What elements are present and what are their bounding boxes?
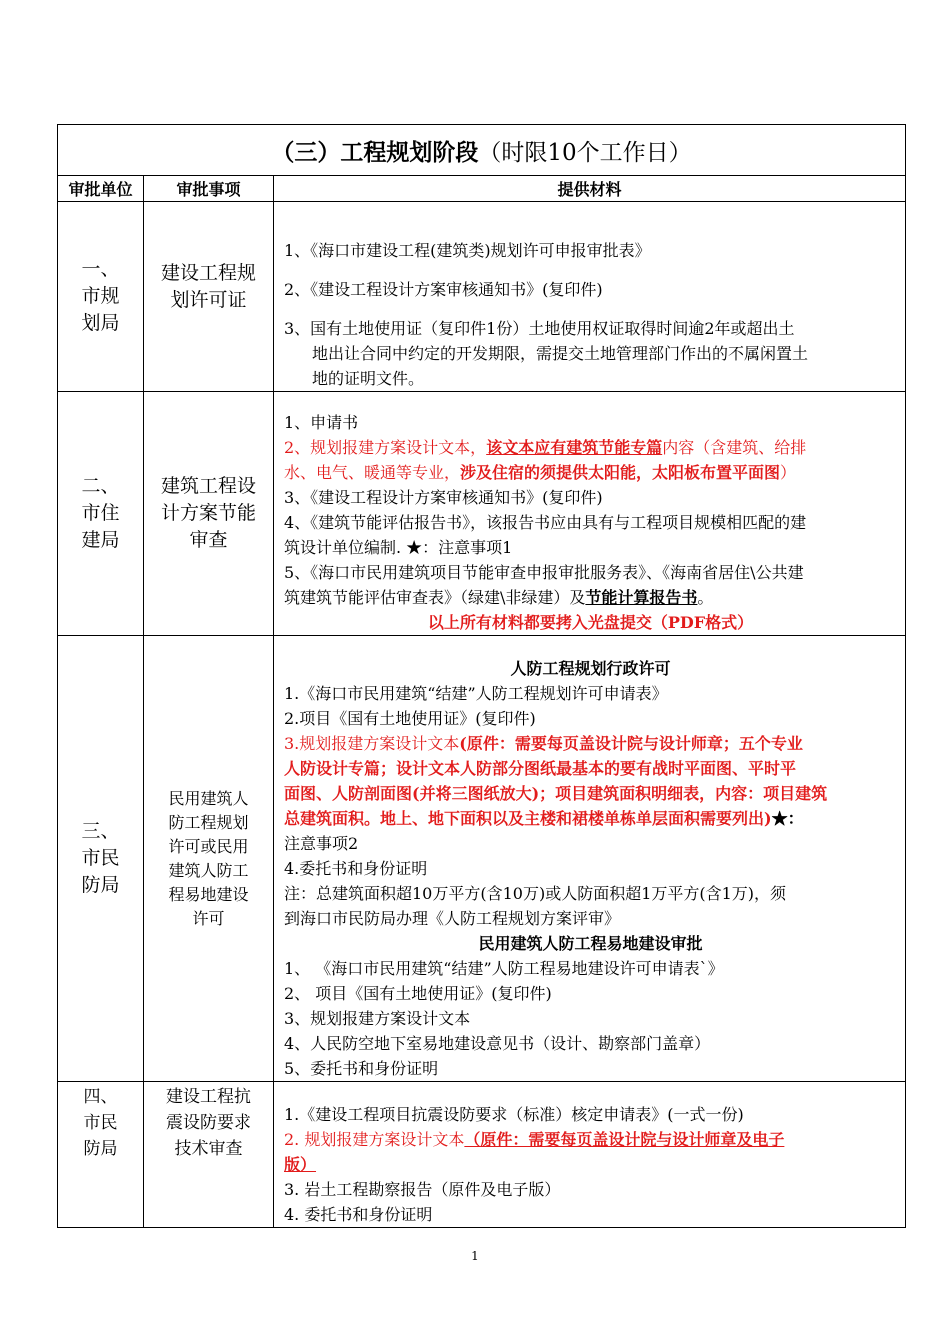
title-main: （三）工程规划阶段 bbox=[271, 138, 479, 166]
item-line: 民用建筑人 bbox=[168, 788, 249, 808]
material-text: 2. 规划报建方案设计文本 bbox=[284, 1130, 465, 1149]
material-line bbox=[284, 435, 897, 460]
item-cell bbox=[144, 1082, 274, 1228]
unit-line: 市民 bbox=[81, 847, 120, 869]
item-line: 许可或民用 bbox=[168, 836, 249, 856]
table-row bbox=[58, 636, 906, 1082]
unit-line: 市民 bbox=[83, 1113, 118, 1133]
material-line: 4. 委托书和身份证明 bbox=[284, 1205, 433, 1224]
unit-line: 市住 bbox=[81, 502, 120, 524]
material-line: 1、申请书 bbox=[284, 413, 359, 432]
material-line bbox=[284, 731, 897, 756]
material-line: 1、《海口市建设工程(建筑类)规划许可申报审批表》 bbox=[284, 241, 651, 260]
unit-line: 三、 bbox=[81, 820, 120, 842]
materials-cell bbox=[274, 392, 906, 636]
unit-cell bbox=[58, 1082, 144, 1228]
item-line: 程易地建设 bbox=[168, 884, 249, 904]
approval-table bbox=[57, 124, 906, 1228]
material-line: 面图、人防剖面图(并将三图纸放大)；项目建筑面积明细表，内容：项目建筑 bbox=[284, 784, 828, 803]
materials-cell bbox=[274, 202, 906, 392]
material-line: 地出让合同中约定的开发期限，需提交土地管理部门作出的不属闲置土 bbox=[312, 344, 809, 363]
item-line: 审查 bbox=[189, 529, 228, 551]
material-line: 1.《海口市民用建筑“结建”人防工程规划许可申请表》 bbox=[284, 684, 668, 703]
material-emphasis: 涉及住宿的须提供太阳能，太阳板布置平面图 bbox=[460, 463, 781, 482]
unit-line: 防局 bbox=[83, 1139, 118, 1159]
material-line: 2、《建设工程设计方案审核通知书》(复印件) bbox=[284, 280, 603, 299]
material-line: 4、人民防空地下室易地建设意见书（设计、勘察部门盖章） bbox=[284, 1034, 711, 1053]
unit-line: 建局 bbox=[81, 529, 120, 551]
item-line: 技术审查 bbox=[174, 1139, 243, 1159]
header-materials: 提供材料 bbox=[274, 176, 906, 202]
material-line: 4.委托书和身份证明 bbox=[284, 859, 428, 878]
material-text: 。 bbox=[697, 588, 714, 607]
material-line: 3、《建设工程设计方案审核通知书》(复印件) bbox=[284, 488, 603, 507]
unit-line: 防局 bbox=[81, 874, 120, 896]
item-cell bbox=[144, 636, 274, 1082]
table-row bbox=[58, 202, 906, 392]
material-emphasis: 总建筑面积。地上、地下面积以及主楼和裙楼单栋单层面积需要列出) bbox=[284, 809, 772, 828]
unit-line: 一、 bbox=[81, 258, 120, 280]
material-emphasis: （原件：需要每页盖设计院与设计师章及电子 bbox=[464, 1130, 785, 1149]
item-line: 防工程规划 bbox=[168, 812, 249, 832]
material-line: 5、委托书和身份证明 bbox=[284, 1059, 439, 1078]
material-text: 3.规划报建方案设计文本 bbox=[284, 734, 460, 753]
material-line: 3. 岩土工程勘察报告（原件及电子版） bbox=[284, 1180, 561, 1199]
item-cell bbox=[144, 202, 274, 392]
unit-line: 二、 bbox=[81, 475, 120, 497]
material-text: 水、电气、暖通等专业， bbox=[284, 463, 461, 482]
header-item: 审批事项 bbox=[144, 176, 274, 202]
material-line: 注意事项2 bbox=[284, 834, 359, 853]
page-number: 1 bbox=[471, 1249, 479, 1263]
material-line: 筑设计单位编制. ★：注意事项1 bbox=[284, 538, 513, 557]
item-line: 建设工程规 bbox=[160, 262, 256, 284]
item-cell bbox=[144, 392, 274, 636]
material-text: 2、规划报建方案设计文本， bbox=[284, 438, 487, 457]
material-line: 人防设计专篇；设计文本人防部分图纸最基本的要有战时平面图、平时平 bbox=[284, 759, 797, 778]
material-emphasis: 节能计算报告书 bbox=[585, 588, 698, 607]
material-text: 内容（含建筑、给排 bbox=[662, 438, 807, 457]
material-line: 2.项目《国有土地使用证》(复印件) bbox=[284, 709, 536, 728]
material-line: 3、国有土地使用证（复印件1份）土地使用权证取得时间逾2年或超出土 bbox=[284, 319, 795, 338]
unit-cell bbox=[58, 636, 144, 1082]
material-line: 5、《海口市民用建筑项目节能审查申报审批服务表》、《海南省居住\公共建 bbox=[284, 563, 804, 582]
material-line: 1.《建设工程项目抗震设防要求（标准）核定申请表》(一式一份) bbox=[284, 1105, 744, 1124]
item-line: 划许可证 bbox=[170, 289, 247, 311]
material-line bbox=[284, 1127, 897, 1152]
item-line: 计方案节能 bbox=[160, 502, 256, 524]
unit-line: 四、 bbox=[83, 1087, 118, 1107]
item-line: 许可 bbox=[192, 908, 225, 928]
material-line bbox=[284, 460, 897, 485]
material-text: ★： bbox=[771, 809, 804, 828]
material-line: 3、规划报建方案设计文本 bbox=[284, 1009, 471, 1028]
material-emphasis: (原件：需要每页盖设计院与设计师章；五个专业 bbox=[459, 734, 803, 753]
material-emphasis: 该文本应有建筑节能专篇 bbox=[486, 438, 663, 457]
table-title bbox=[58, 125, 906, 176]
item-line: 建设工程抗 bbox=[166, 1087, 251, 1107]
unit-cell bbox=[58, 202, 144, 392]
item-line: 震设防要求 bbox=[166, 1113, 251, 1133]
table-row bbox=[58, 1082, 906, 1228]
unit-line: 市规 bbox=[81, 285, 120, 307]
material-line: 4、《建筑节能评估报告书》，该报告书应由具有与工程项目规模相匹配的建 bbox=[284, 513, 807, 532]
table-row bbox=[58, 392, 906, 636]
unit-cell bbox=[58, 392, 144, 636]
material-text: 筑建筑节能评估审查表》（绿建\非绿建）及 bbox=[284, 588, 586, 607]
material-line bbox=[284, 585, 897, 610]
unit-line: 划局 bbox=[81, 312, 120, 334]
material-line: 地的证明文件。 bbox=[312, 369, 425, 388]
header-unit: 审批单位 bbox=[58, 176, 144, 202]
material-line: 到海口市民防局办理《人防工程规划方案评审》 bbox=[284, 909, 621, 928]
material-text: ） bbox=[780, 463, 797, 482]
submission-note: 以上所有材料都要拷入光盘提交（PDF格式） bbox=[427, 613, 754, 632]
item-line: 建筑人防工 bbox=[168, 860, 249, 880]
title-time-limit: （时限10个工作日） bbox=[478, 139, 692, 166]
material-line: 1、 《海口市民用建筑“结建”人防工程易地建设许可申请表`》 bbox=[284, 959, 724, 978]
material-line: 2、 项目《国有土地使用证》(复印件) bbox=[284, 984, 552, 1003]
material-line: 版） bbox=[284, 1155, 317, 1174]
item-line: 建筑工程设 bbox=[160, 475, 256, 497]
section-heading: 人防工程规划行政许可 bbox=[510, 659, 671, 678]
section-heading: 民用建筑人防工程易地建设审批 bbox=[478, 934, 703, 953]
material-line: 注：总建筑面积超10万平方(含10万)或人防面积超1万平方(含1万)，须 bbox=[284, 884, 787, 903]
material-line bbox=[284, 806, 897, 831]
materials-cell bbox=[274, 636, 906, 1082]
materials-cell bbox=[274, 1082, 906, 1228]
